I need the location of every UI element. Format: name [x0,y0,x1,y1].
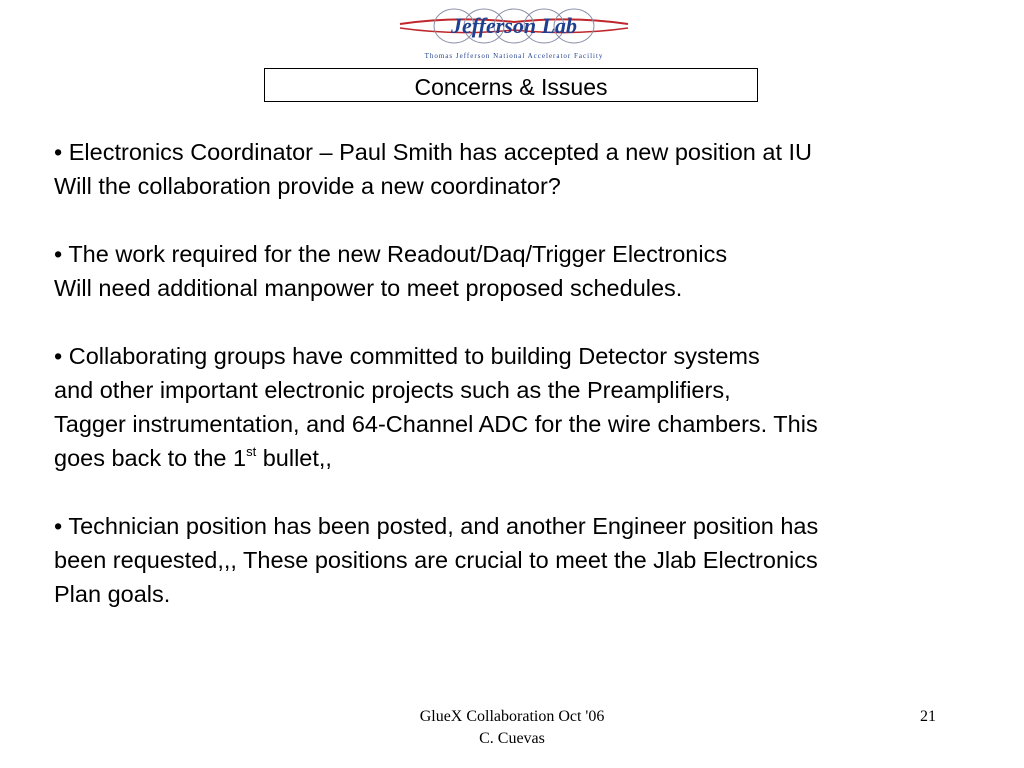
logo-graphic [396,2,632,66]
bullet-line-text: goes back to the 1 [54,445,247,471]
bullet-line: • Collaborating groups have committed to building Detector systems [54,343,760,369]
bullet-line: • Technician position has been posted, and another Engineer position has [54,513,819,539]
logo-subtitle: Thomas Jefferson National Accelerator Facility [424,52,604,60]
bullet-point [54,339,1004,475]
bullet-line: • Electronics Coordinator – Paul Smith has accepted a new position at IU [54,139,813,165]
ordinal-superscript: st [246,444,257,460]
bullet-line: been requested,,, These positions are crucial to meet the Jlab Electronics [54,547,818,573]
bullet-line: • The work required for the new Readout/Daq/Trigger Electronics [54,241,728,267]
bullet-line: Plan goals. [54,581,171,607]
jefferson-lab-logo [396,2,632,66]
bullet-point [54,237,1004,305]
page-number: 21 [920,708,936,725]
bullet-line [54,441,1004,475]
bullet-point [54,135,1004,203]
slide-title: Concerns & Issues [414,74,608,100]
bullet-line: and other important electronic projects such as the Preamplifiers, [54,377,731,403]
footer-author: C. Cuevas [479,730,545,747]
bullet-line-text: bullet,, [256,445,332,471]
bullet-line: Will the collaboration provide a new coordinator? [54,173,561,199]
slide-title-box [264,68,758,102]
bullet-line: Will need additional manpower to meet proposed schedules. [54,275,683,301]
slide-body [54,135,1004,645]
bullet-line: Tagger instrumentation, and 64-Channel ADC for the wire chambers. This [54,411,818,437]
footer-event: GlueX Collaboration Oct '06 [419,708,605,725]
slide-footer [388,706,636,750]
bullet-point [54,509,1004,611]
logo-text: Jefferson Lab [450,13,578,38]
